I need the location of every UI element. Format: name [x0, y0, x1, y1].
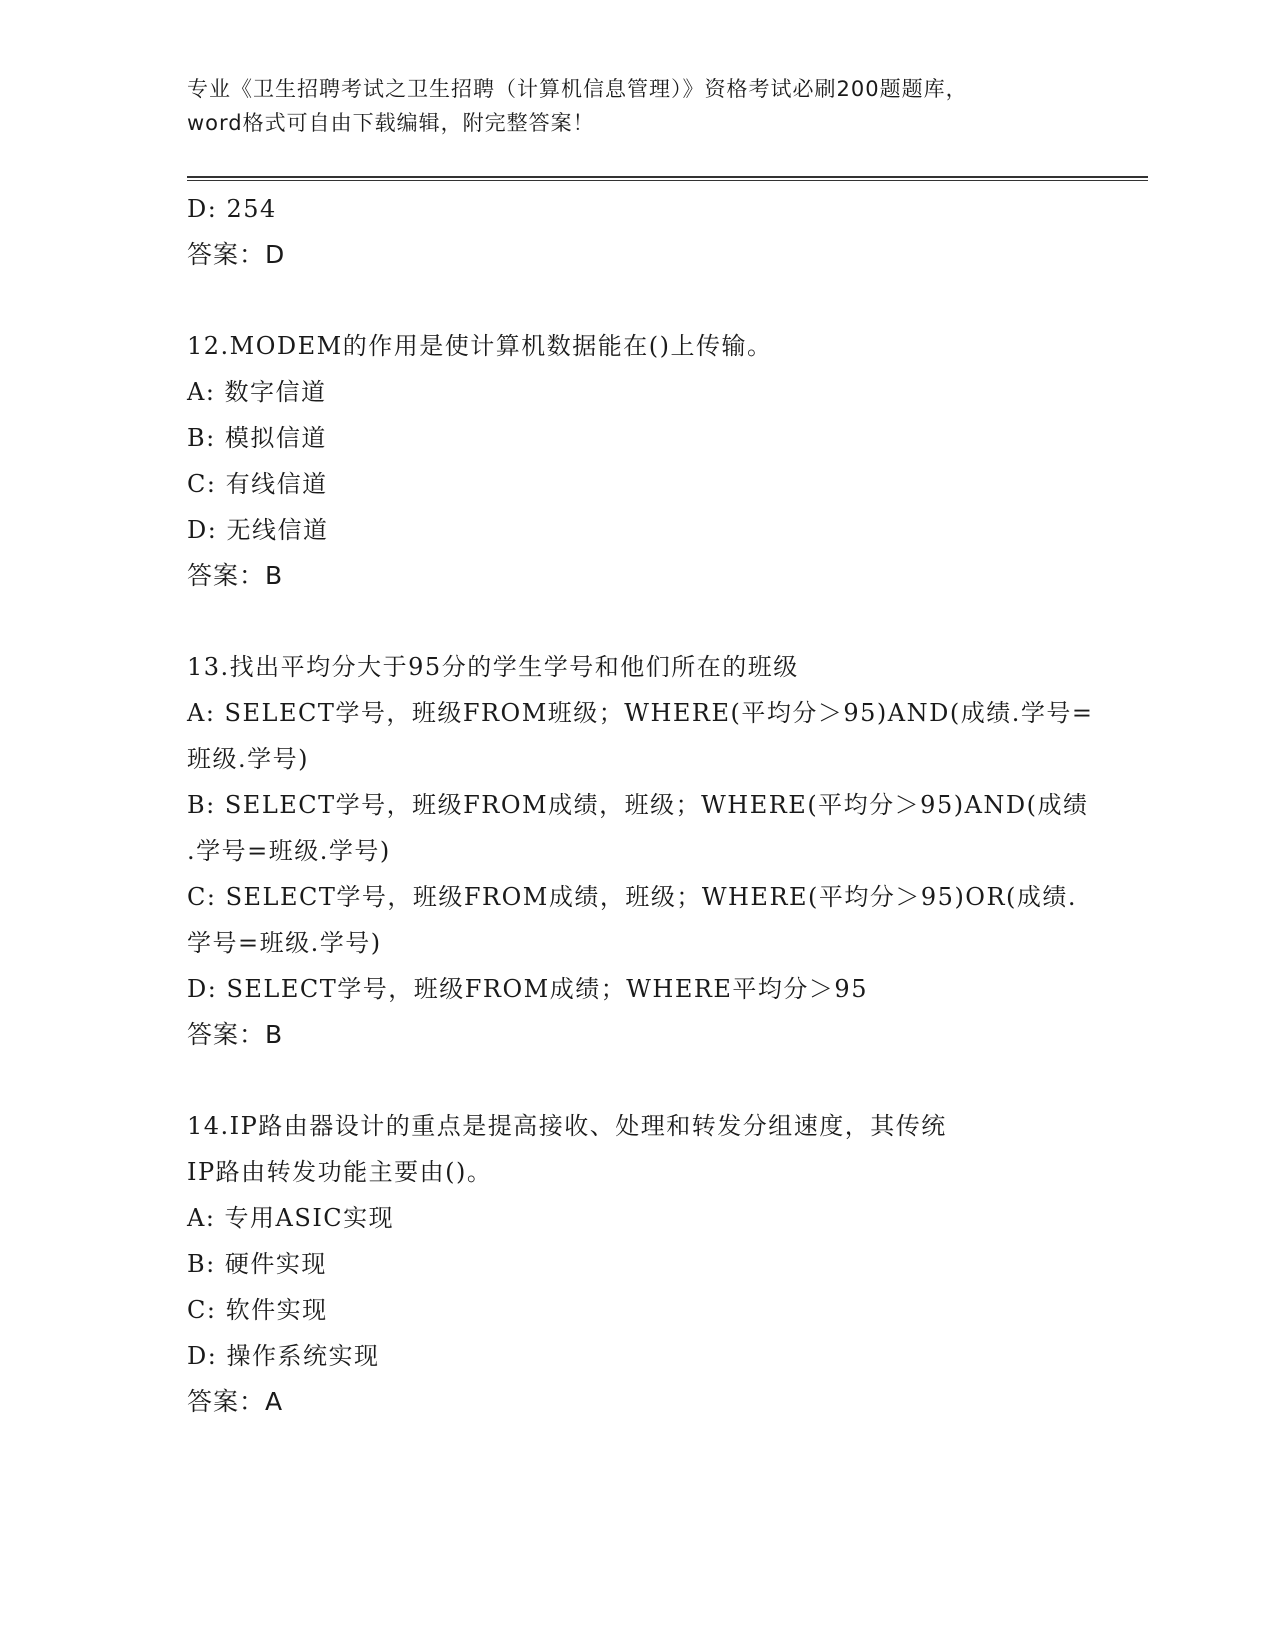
option-c-continued: 学号=班级.学号)	[187, 929, 382, 957]
option-d: D: 操作系统实现	[187, 1342, 380, 1370]
option-d: D: SELECT学号，班级FROM成绩；WHERE平均分＞95	[187, 975, 868, 1003]
option-a-continued: 班级.学号)	[187, 745, 309, 773]
question-14	[187, 1103, 1087, 1425]
option-c: C: 软件实现	[187, 1296, 328, 1324]
question-text: 12.MODEM的作用是使计算机数据能在()上传输。	[187, 332, 773, 360]
question-text: 14.IP路由器设计的重点是提高接收、处理和转发分组速度，其传统	[187, 1112, 947, 1140]
question-13	[187, 644, 1094, 1058]
answer-previous: 答案：D	[187, 240, 286, 269]
answer: 答案：B	[187, 561, 284, 590]
option-d: D: 无线信道	[187, 516, 329, 544]
option-b: B: 模拟信道	[187, 424, 327, 452]
spacer	[187, 278, 1087, 323]
question-text-continued: IP路由转发功能主要由()。	[187, 1158, 493, 1186]
option-a: A: 专用ASIC实现	[187, 1204, 395, 1232]
answer: 答案：A	[187, 1387, 284, 1416]
option-d-previous: D: 254	[187, 195, 277, 223]
question-content	[187, 186, 1094, 1425]
header-title-line-1: 专业《卫生招聘考试之卫生招聘（计算机信息管理）》资格考试必刷200题题库，	[187, 77, 968, 101]
option-a: A: 数字信道	[187, 378, 327, 406]
header-divider	[187, 176, 1148, 181]
option-c: C: 有线信道	[187, 470, 328, 498]
question-text: 13.找出平均分大于95分的学生学号和他们所在的班级	[187, 653, 799, 681]
option-b: B: 硬件实现	[187, 1250, 327, 1278]
spacer	[187, 1058, 1087, 1103]
question-12	[187, 323, 1087, 599]
option-b-continued: .学号=班级.学号)	[187, 837, 391, 865]
spacer	[187, 599, 1087, 644]
answer: 答案：B	[187, 1020, 284, 1049]
page-header	[187, 72, 1087, 140]
option-b: B: SELECT学号，班级FROM成绩，班级；WHERE(平均分＞95)AND(成绩	[187, 791, 1089, 819]
option-a: A: SELECT学号，班级FROM班级；WHERE(平均分＞95)AND(成绩.学号=	[187, 699, 1094, 727]
header-title-line-2: word格式可自由下载编辑，附完整答案！	[187, 111, 595, 135]
option-c: C: SELECT学号，班级FROM成绩，班级；WHERE(平均分＞95)OR(成绩.	[187, 883, 1078, 911]
